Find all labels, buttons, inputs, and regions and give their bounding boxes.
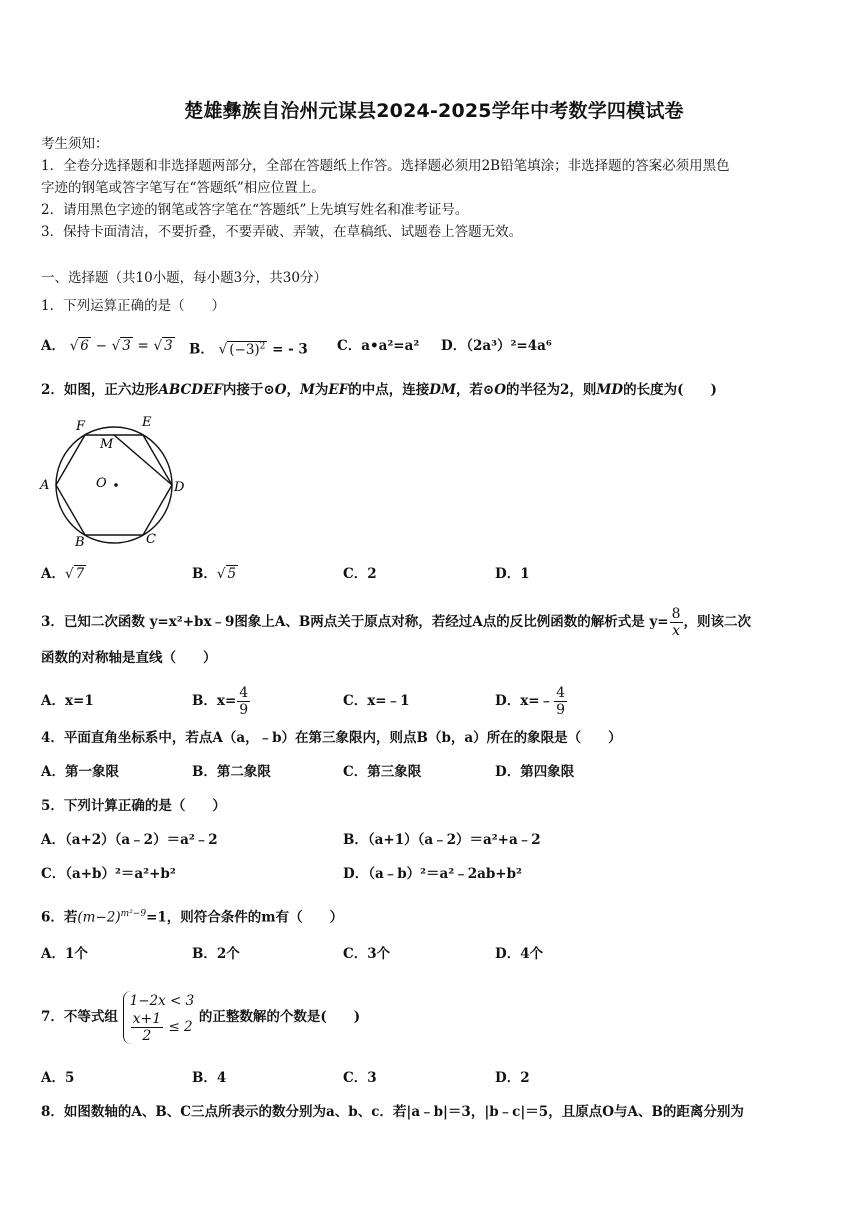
- option-d[interactable]: D．x=﹣ $\frac{4}{9}$: [495, 685, 566, 718]
- option-b[interactable]: B．x= $\frac{4}{9}$: [192, 685, 249, 718]
- option-a[interactable]: A．5: [41, 1070, 75, 1086]
- question-5-stem: 5．下列计算正确的是（ ）: [41, 798, 226, 814]
- label-o: O: [96, 476, 107, 491]
- label-d: D: [174, 480, 185, 495]
- hexagon-figure: [38, 408, 198, 553]
- question-2-options: [41, 562, 828, 586]
- option-c[interactable]: C．a•a²=a²: [337, 338, 420, 354]
- label-m: M: [100, 437, 114, 452]
- question-5-options-row1: [41, 828, 828, 852]
- question-3-options: [41, 684, 828, 718]
- option-a[interactable]: A．√ 7: [41, 566, 85, 582]
- notice-heading: 考生须知：: [41, 136, 109, 152]
- option-c[interactable]: C．x=﹣1: [343, 693, 410, 709]
- label-a: A: [40, 478, 50, 493]
- question-1-options: [41, 334, 828, 358]
- question-4-options: [41, 760, 828, 784]
- option-b[interactable]: B．2个: [192, 946, 240, 962]
- question-3-stem: 3．已知二次函数 y=x²+bx﹣9图象上A、B两点关于原点对称，若经过A点的反比例函数的解析式是 y= $\frac{8}{x}$ ，则该二次: [41, 606, 752, 639]
- question-6-options: [41, 942, 828, 966]
- option-b[interactable]: B． √ $(-3)^2$ = - 3: [189, 341, 308, 358]
- circle-o: [56, 427, 172, 543]
- option-c[interactable]: C．（a+b）²＝a²+b²: [41, 866, 176, 882]
- option-a[interactable]: A．x=1: [41, 693, 94, 709]
- question-5-options-row2: [41, 862, 828, 886]
- option-d[interactable]: D．1: [495, 566, 530, 582]
- question-7-options: [41, 1066, 828, 1090]
- notice-item: 1．全卷分选择题和非选择题两部分，全部在答题纸上作答。选择题必须用2B铅笔填涂；非选择题的答案必须用黑色: [41, 158, 730, 174]
- question-2-stem: 2．如图，正六边形ABCDEF内接于⊙O，M为EF的中点，连接DM，若⊙O的半径为2，则MD的长度为( ): [41, 382, 717, 398]
- option-b[interactable]: B．√ 5: [192, 566, 237, 582]
- question-3-stem-cont: 函数的对称轴是直线（ ）: [41, 650, 217, 666]
- inequality-system: 1−2x < 3 $\frac{x+1}{2}$ ≤ 2: [123, 991, 195, 1044]
- option-d[interactable]: D．（a﹣b）²＝a²﹣2ab+b²: [343, 866, 522, 882]
- option-d[interactable]: D．2: [495, 1070, 530, 1086]
- question-8-stem: 8．如图数轴的A、B、C三点所表示的数分别为a、b、c．若|a﹣b|＝3，|b﹣c|＝5，且原点O与A、B的距离分别为: [41, 1104, 744, 1120]
- page-title: 楚雄彝族自治州元谋县2024-2025学年中考数学四模试卷: [184, 100, 684, 122]
- option-a[interactable]: A．1个: [41, 946, 88, 962]
- notice-item: 3．保持卡面清洁，不要折叠，不要弄破、弄皱，在草稿纸、试题卷上答题无效。: [41, 224, 523, 240]
- question-1-stem: 1．下列运算正确的是（ ）: [41, 298, 226, 314]
- section-heading: 一、选择题（共10小题，每小题3分，共30分）: [41, 270, 327, 286]
- option-a[interactable]: A．（a+2）（a﹣2）＝a²﹣2: [41, 832, 218, 848]
- question-6-stem: 6．若$(m-2)^{m^2-9}=1$，则符合条件的m有（ ）: [41, 909, 344, 926]
- label-c: C: [146, 532, 156, 547]
- option-c[interactable]: C．3: [343, 1070, 377, 1086]
- hexagon: [56, 435, 172, 535]
- label-b: B: [75, 535, 85, 550]
- option-d[interactable]: D．（2a³）²=4a⁶: [441, 338, 552, 354]
- question-4-stem: 4．平面直角坐标系中，若点A（a，﹣b）在第三象限内，则点B（b，a）所在的象限是（ ）: [41, 730, 622, 746]
- option-a[interactable]: A． √ 6 − √ 3 = √ 3: [41, 338, 173, 354]
- option-c[interactable]: C．3个: [343, 946, 391, 962]
- option-c[interactable]: C．第三象限: [343, 764, 422, 780]
- label-e: E: [142, 415, 152, 430]
- option-c[interactable]: C．2: [343, 566, 377, 582]
- option-d[interactable]: D．第四象限: [495, 764, 575, 780]
- option-a[interactable]: A．第一象限: [41, 764, 119, 780]
- segment-md: [114, 435, 172, 485]
- option-b[interactable]: B．第二象限: [192, 764, 271, 780]
- option-d[interactable]: D．4个: [495, 946, 544, 962]
- notice-item: 2．请用黑色字迹的钢笔或答字笔在“答题纸”上先填写姓名和准考证号。: [41, 202, 469, 218]
- option-b[interactable]: B．（a+1）（a﹣2）＝a²+a﹣2: [343, 832, 541, 848]
- option-b[interactable]: B．4: [192, 1070, 227, 1086]
- notice-item: 字迹的钢笔或答字笔写在“答题纸”相应位置上。: [41, 180, 325, 196]
- label-f: F: [76, 419, 86, 434]
- center-dot: [114, 483, 118, 487]
- question-7-stem: 7．不等式组 1−2x < 3 $\frac{x+1}{2}$ ≤ 2 的正整数解的个数是( ): [41, 992, 361, 1044]
